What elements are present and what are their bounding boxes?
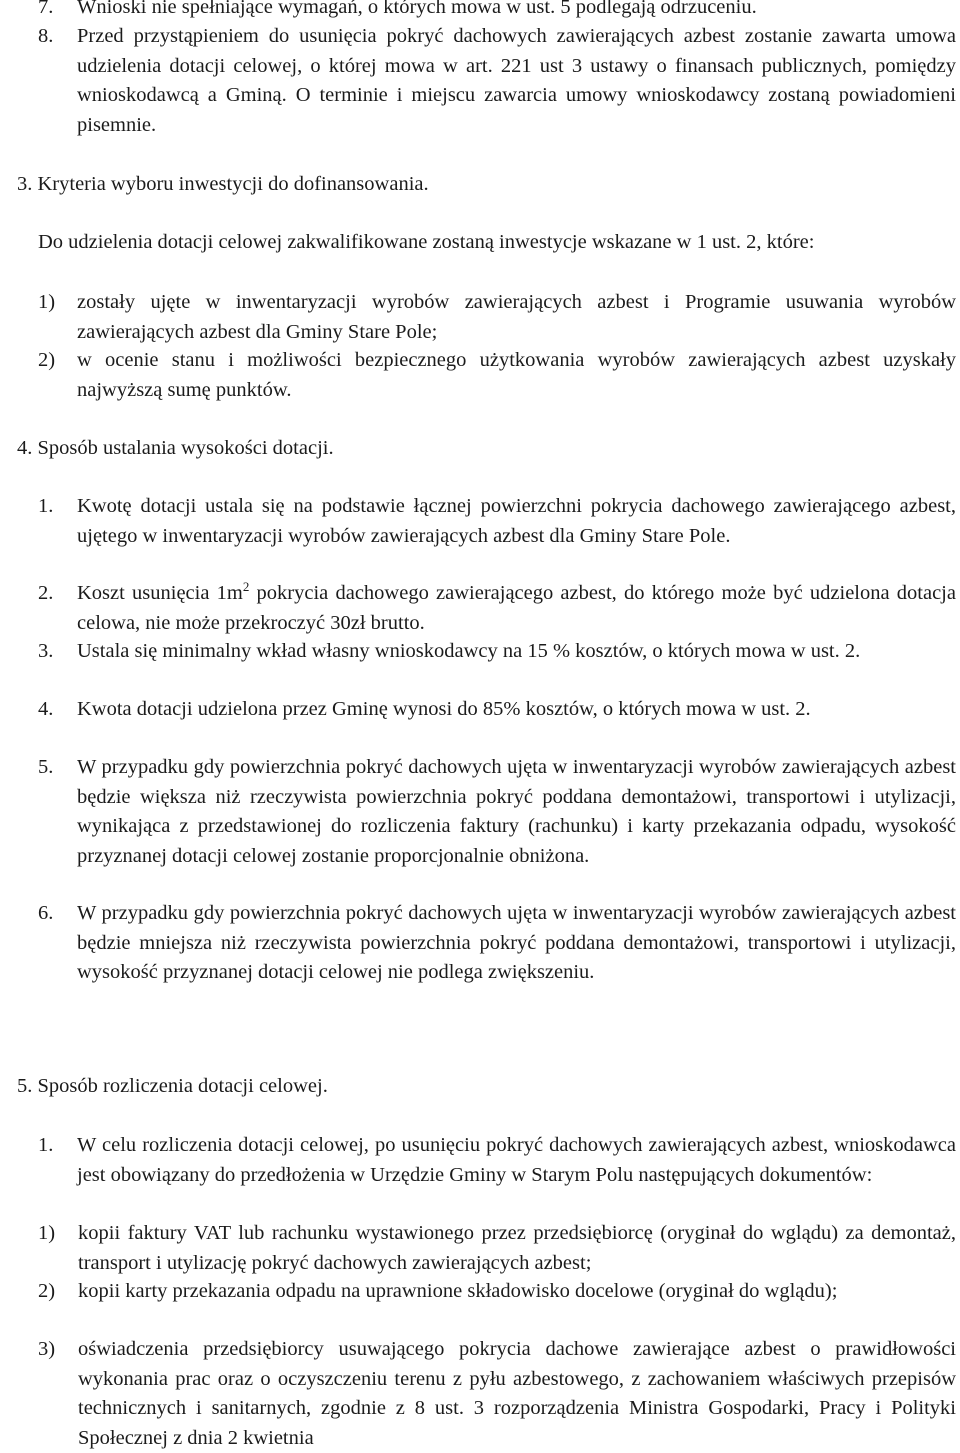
- item-number: 2): [38, 1280, 56, 1302]
- list-item: [38, 1277, 956, 1307]
- item-text: kopii faktury VAT lub rachunku wystawionego przez przedsiębiorcę (oryginał do wglądu) za demontaż, transport i utylizację pokryć dachowych zawierających azbest;: [78, 1222, 956, 1274]
- list-item: [38, 288, 956, 347]
- item-text: Kwotę dotacji ustala się na podstawie łącznej powierzchni pokrycia dachowego zawierającego azbest, ujętego w inwentaryzacji wyrobów zawierających azbest dla Gminy Stare Pole.: [77, 495, 956, 547]
- list-item: [38, 1335, 956, 1453]
- list-item: [38, 637, 956, 667]
- item-text: W przypadku gdy powierzchnia pokryć dachowych ujęta w inwentaryzacji wyrobów zawierających azbest będzie mniejsza niż rzeczywista powierzchnia pokryć poddana demontażowi, transportowi i utylizacji, wysokość przyznanej dotacji celowej nie podlega zwiększeniu.: [77, 902, 956, 983]
- item-number: 3.: [38, 640, 54, 662]
- text-part: pokrycia dachowego zawierającego azbest, do którego może być udzielona dotacja celowa, nie może przekroczyć 30zł brutto.: [77, 582, 956, 634]
- item-number: 3): [38, 1338, 56, 1360]
- item-text: Kwota dotacji udzielona przez Gminę wynosi do 85% kosztów, o których mowa w ust. 2.: [77, 698, 811, 720]
- item-text: Przed przystąpieniem do usunięcia pokryć dachowych zawierających azbest zostanie zawarta umowa udzielenia dotacji celowej, o której mowa w art. 221 ust 3 ustawy o finansach publicznych, pomiędzy wnioskodawcą a Gminą. O terminie i miejscu zawarcia umowy wnioskodawcy zostaną powiadomieni pisemnie.: [77, 25, 956, 136]
- item-text: W celu rozliczenia dotacji celowej, po usunięciu pokryć dachowych zawierających azbest, wnioskodawca jest obowiązany do przedłożenia w Urzędzie Gminy w Starym Polu następujących dokumentów:: [77, 1134, 956, 1186]
- item-number: 1): [38, 291, 56, 313]
- item-text: Wnioski nie spełniające wymagań, o których mowa w ust. 5 podlegają odrzuceniu.: [77, 0, 757, 18]
- item-number: 8.: [38, 25, 54, 47]
- list-item: [38, 695, 956, 725]
- superscript: 2: [242, 579, 250, 594]
- list-item: [38, 1131, 956, 1190]
- item-text: oświadczenia przedsiębiorcy usuwającego pokrycia dachowe zawierające azbest o prawidłowości wykonania prac oraz o oczyszczeniu terenu z pyłu azbestowego, z zachowaniem właściwych przepisów technicznych i sanitarnych, zgodnie z 8 ust. 3 rozporządzenia Ministra Gospodarki, Pracy i Polityki Społecznej z dnia 2 kwietnia: [78, 1338, 956, 1449]
- item-text: w ocenie stanu i możliwości bezpiecznego użytkowania wyrobów zawierających azbest uzyskały najwyższą sumę punktów.: [77, 349, 956, 401]
- list-item: [38, 492, 956, 551]
- item-number: 2.: [38, 582, 54, 604]
- item-number: 1): [38, 1222, 56, 1244]
- item-number: 5.: [38, 756, 54, 778]
- item-number: 1.: [38, 495, 54, 517]
- item-text: [77, 579, 956, 638]
- section-heading: 5. Sposób rozliczenia dotacji celowej.: [17, 1075, 328, 1097]
- item-text: W przypadku gdy powierzchnia pokryć dachowych ujęta w inwentaryzacji wyrobów zawierających azbest będzie większa niż rzeczywista powierzchnia pokryć poddana demontażowi, transportowi i utylizacji, wynikająca z przedstawionej do rozliczenia faktury (rachunku) i karty przekazania odpadu, wysokość przyznanej dotacji celowej zostanie proporcjonalnie obniżona.: [77, 756, 956, 867]
- list-item: [38, 1219, 956, 1278]
- paragraph: Do udzielenia dotacji celowej zakwalifikowane zostaną inwestycje wskazane w 1 ust. 2, które:: [38, 231, 815, 253]
- list-item: [38, 753, 956, 871]
- item-text: kopii karty przekazania odpadu na uprawnione składowisko docelowe (oryginał do wglądu);: [78, 1280, 838, 1302]
- section-heading: 4. Sposób ustalania wysokości dotacji.: [17, 437, 334, 459]
- list-item: [38, 579, 956, 638]
- list-item: [38, 346, 956, 405]
- item-number: 2): [38, 349, 56, 371]
- item-number: 4.: [38, 698, 54, 720]
- list-item: [38, 22, 956, 140]
- text-part: Koszt usunięcia 1m: [77, 582, 243, 604]
- item-number: 7.: [38, 0, 54, 18]
- item-number: 6.: [38, 902, 54, 924]
- list-item: [38, 899, 956, 988]
- item-text: zostały ujęte w inwentaryzacji wyrobów zawierających azbest i Programie usuwania wyrobów zawierających azbest dla Gminy Stare Pole;: [77, 291, 956, 343]
- item-number: 1.: [38, 1134, 54, 1156]
- item-text: Ustala się minimalny wkład własny wnioskodawcy na 15 % kosztów, o których mowa w ust. 2.: [77, 640, 861, 662]
- section-heading: 3. Kryteria wyboru inwestycji do dofinansowania.: [17, 173, 429, 195]
- list-item: [38, 0, 956, 23]
